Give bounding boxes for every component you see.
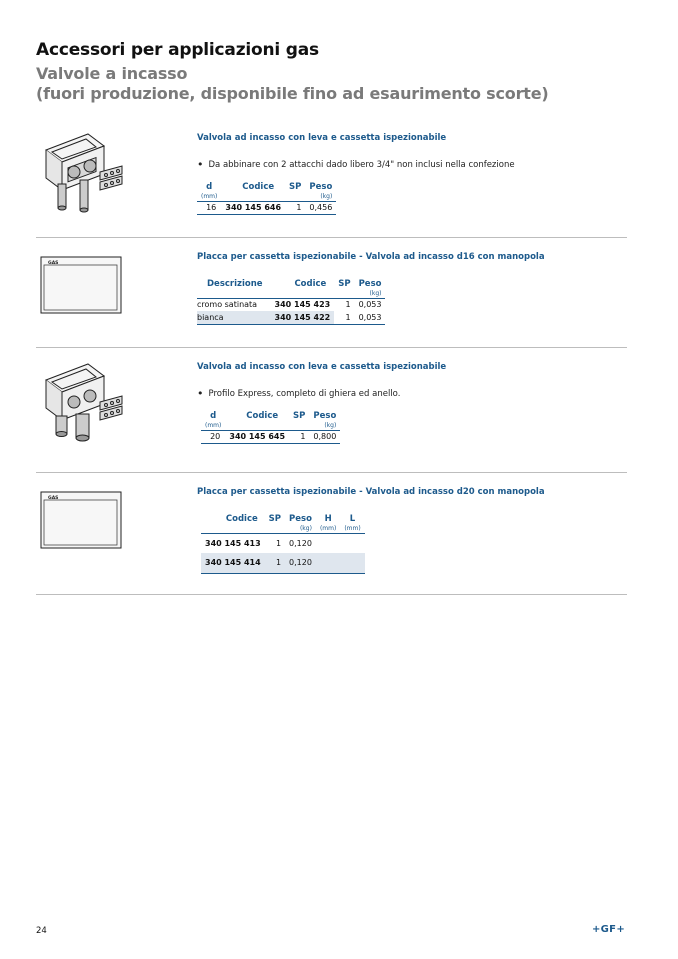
- section-note: • Da abbinare con 2 attacchi dado libero 3/4" non inclusi nella confezione: [197, 157, 515, 170]
- unit-peso: (kg): [309, 421, 340, 430]
- cover-plate-illustration: [40, 256, 122, 314]
- subtitle-line-1: Valvole a incasso: [36, 64, 188, 83]
- product-table: [197, 279, 385, 325]
- unit-d: (mm): [201, 421, 225, 430]
- page-title: Accessori per applicazioni gas: [36, 40, 319, 60]
- section-title: Placca per cassetta ispezionabile - Valvola ad incasso d20 con manopola: [197, 487, 545, 497]
- product-table: [201, 514, 365, 574]
- section-title: Valvola ad incasso con leva e cassetta ispezionabile: [197, 362, 447, 372]
- col-header-codice: Codice: [242, 182, 275, 192]
- table-row: cromo satinata 340 145 423 1 0,053: [197, 300, 382, 310]
- page-subtitle: [36, 64, 548, 104]
- col-header-descrizione: Descrizione: [207, 279, 263, 289]
- page-number: 24: [36, 926, 47, 936]
- table-row: 340 145 413 1 0,120: [205, 538, 312, 548]
- table-row: 16 340 145 646 1 0,456: [197, 201, 336, 214]
- table-row: 340 145 414 1 0,120: [201, 553, 365, 573]
- section-note: • Profilo Express, completo di ghiera ed anello.: [197, 386, 446, 399]
- col-header-h: H: [324, 514, 332, 524]
- unit-l: (mm): [340, 524, 364, 533]
- cover-plate-illustration: [40, 491, 122, 549]
- col-header-d: d: [210, 411, 217, 421]
- col-header-sp: SP: [268, 514, 282, 524]
- section-title: Valvola ad incasso con leva e cassetta ispezionabile: [197, 133, 447, 143]
- product-table: [201, 411, 340, 444]
- unit-peso: (kg): [305, 192, 336, 201]
- unit-peso: (kg): [355, 289, 386, 298]
- product-table: [197, 182, 336, 215]
- col-header-sp: SP: [338, 279, 351, 289]
- col-header-peso: Peso: [358, 279, 382, 289]
- valve-box-illustration: [40, 358, 126, 452]
- section-valve-d16: [36, 128, 627, 238]
- col-header-sp: SP: [289, 182, 302, 192]
- col-header-codice: Codice: [225, 514, 258, 524]
- valve-box-illustration: [40, 128, 126, 222]
- col-header-d: d: [206, 182, 213, 192]
- col-header-sp: SP: [293, 411, 306, 421]
- section-title: Placca per cassetta ispezionabile - Valvola ad incasso d16 con manopola: [197, 252, 545, 262]
- plate-gas-label: GAS: [48, 261, 59, 266]
- table-row: 20 340 145 645 1 0,800: [201, 430, 340, 443]
- plate-gas-label: GAS: [48, 496, 59, 501]
- unit-h: (mm): [316, 524, 340, 533]
- col-header-peso: Peso: [309, 182, 333, 192]
- col-header-peso: Peso: [289, 514, 312, 524]
- section-plate-d20: [36, 481, 627, 595]
- col-header-l: L: [349, 514, 356, 524]
- col-header-peso: Peso: [313, 411, 337, 421]
- col-header-codice: Codice: [246, 411, 279, 421]
- gf-logo: +GF+: [592, 924, 625, 935]
- section-plate-d16: [36, 246, 627, 348]
- section-valve-d20: [36, 356, 627, 473]
- unit-peso: (kg): [285, 524, 316, 533]
- unit-d: (mm): [197, 192, 221, 201]
- col-header-codice: Codice: [294, 279, 327, 289]
- table-row: bianca 340 145 422 1 0,053: [197, 311, 385, 324]
- subtitle-line-2: (fuori produzione, disponibile fino ad esaurimento scorte): [36, 84, 549, 103]
